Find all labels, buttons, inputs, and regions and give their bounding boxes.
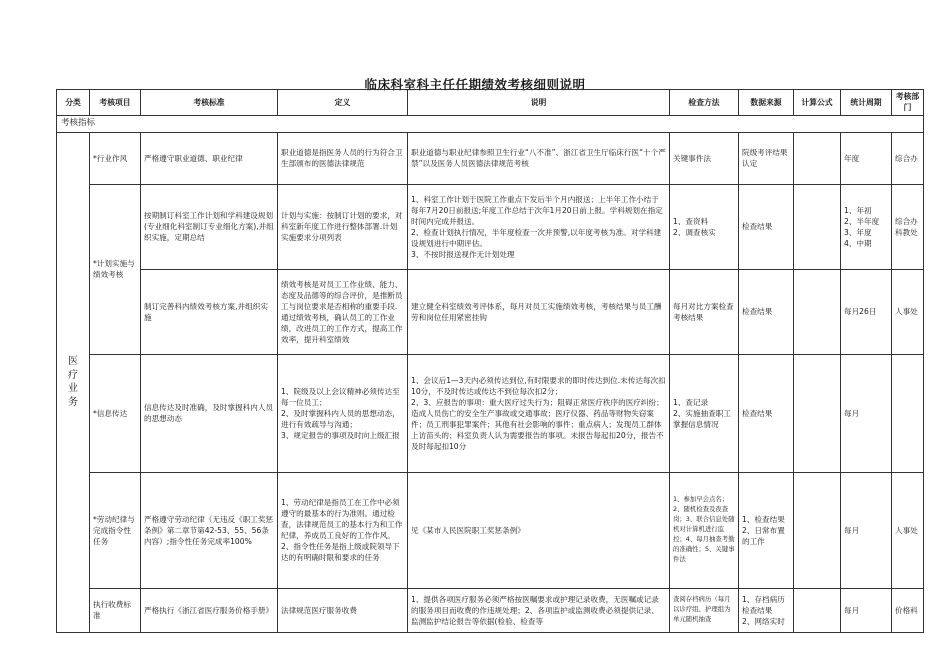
source-cell: 院级考评结果认定 — [739, 132, 794, 184]
section-row — [57, 115, 924, 132]
table-row — [57, 354, 924, 472]
definition-cell: 绩效考核是对员工工作业绩、能力、态度及品德等的综合评价，是推断员工与岗位要求是否相称的重要手段.通过绩效考核，确认员工的工作业绩，改进员工的工作方式，提高工作效率，提升科室绩效 — [278, 269, 408, 354]
dept-cell: 人事处 — [892, 472, 924, 588]
header-cell: 考核项目 — [90, 90, 141, 116]
source-cell: 1、存档病历检查结果 2、网络实时 — [739, 588, 794, 632]
dept-cell: 人事处 — [892, 269, 924, 354]
formula-cell — [794, 354, 841, 472]
header-cell: 说明 — [408, 90, 670, 116]
method-cell: 每月对比方案检查考核结果 — [670, 269, 739, 354]
source-cell: 检查结果 — [739, 184, 794, 269]
period-cell: 每月 — [841, 472, 892, 588]
period-cell: 每月 — [841, 588, 892, 632]
method-cell: 1、查资料 2、调查核实 — [670, 184, 739, 269]
explanation-cell: 职业道德与职业纪律参照卫生行业“八不准”、浙江省卫生厅临床行医“十个严禁”以及医务人员医德法律规范考核 — [408, 132, 670, 184]
table-row — [57, 472, 924, 588]
method-cell: 1、查记录 2、实施抽查职工掌握信息情况 — [670, 354, 739, 472]
standard-cell: 制订完善科内绩效考核方案,并组织实施 — [141, 269, 278, 354]
header-cell: 检查方法 — [670, 90, 739, 116]
header-cell: 定义 — [278, 90, 408, 116]
dept-cell — [892, 354, 924, 472]
explanation-cell: 建立健全科室绩效考评体系，每月对员工实施绩效考核，考核结果与员工酬劳和岗位任用紧密挂钩 — [408, 269, 670, 354]
source-cell: 检查结果 — [739, 269, 794, 354]
period-cell: 年度 — [841, 132, 892, 184]
method-cell: 1、参加早会点名；2、随机检查及夜查岗；3、联合信息处随机对计算机进行监控；4、每月抽查考勤的准确性；5、关键事件法 — [670, 472, 739, 588]
item-cell: *信息传达 — [90, 354, 141, 472]
section-label: 考核指标 — [57, 115, 924, 132]
header-cell: 考核部门 — [892, 90, 924, 116]
table-row — [57, 269, 924, 354]
table-row — [57, 132, 924, 184]
standard-cell: 严格遵守劳动纪律（无违反《职工奖惩条例》第二章节第42-53、55、56条内容）;指令性任务完成率100% — [141, 472, 278, 588]
header-cell: 分类 — [57, 90, 90, 116]
document-title: 临床科室科主任任期绩效考核细则说明 — [364, 77, 586, 92]
item-cell: 执行收费标准 — [90, 588, 141, 632]
header-cell: 数据来源 — [739, 90, 794, 116]
method-cell: 关键事件法 — [670, 132, 739, 184]
category-cell — [57, 132, 90, 632]
header-cell: 考核标准 — [141, 90, 278, 116]
standard-cell: 信息传达及时准确，及时掌握科内人员的思想动态 — [141, 354, 278, 472]
period-cell: 每月26日 — [841, 269, 892, 354]
standard-cell: 按期制订科室工作计划和学科建设规划(专业细化科室制订专业细化方案),并组织实施，定期总结 — [141, 184, 278, 269]
dept-cell: 综合办 科教处 — [892, 184, 924, 269]
table-row — [57, 588, 924, 632]
header-row — [57, 90, 924, 116]
definition-cell: 1、院级及以上会议精神必须传达至每一位员工； 2、及时掌握科内人员的思想动态，进行有效疏导与沟通； 3、规定报告的事项及时向上级汇报 — [278, 354, 408, 472]
definition-cell: 计划与实施：按制订计划的要求，对科室新年度工作进行整体部署.计划实施要求分项列表 — [278, 184, 408, 269]
category-label: 医疗业务 — [68, 356, 78, 408]
item-cell: *行业作风 — [90, 132, 141, 184]
dept-cell: 价格科 — [892, 588, 924, 632]
standard-cell: 严格执行《浙江省医疗服务价格手册》 — [141, 588, 278, 632]
standard-cell: 严格遵守职业道德、职业纪律 — [141, 132, 278, 184]
explanation-cell: 1、科室工作计划于医院工作重点下发后半个月内报送；上半年工作小结于每年7月20日前报送;年度工作总结于次年1月20日前上报。学科规划在指定时间内完成并报送。 2、检查计划执行情况，半年度检查一次并预警,以年度考核为准。对学科建设规划进行中期评估。 3、不按时报送视作无计划处理 — [408, 184, 670, 269]
formula-cell — [794, 184, 841, 269]
source-cell: 检查结果 — [739, 354, 794, 472]
method-cell: 查阅存档病历（每月以诊疗组、护理组为单元随机抽查 — [670, 588, 739, 632]
formula-cell — [794, 269, 841, 354]
formula-cell — [794, 472, 841, 588]
header-cell: 计算公式 — [794, 90, 841, 116]
table-row — [57, 184, 924, 269]
formula-cell — [794, 132, 841, 184]
explanation-cell: 见《某市人民医院职工奖惩条例》 — [408, 472, 670, 588]
period-cell: 每月 — [841, 354, 892, 472]
formula-cell — [794, 588, 841, 632]
definition-cell: 职业道德是指医务人员的行为符合卫生部颁布的医德法律规范 — [278, 132, 408, 184]
item-cell: *计划实施与绩效考核 — [90, 184, 141, 354]
dept-cell: 综合办 — [892, 132, 924, 184]
period-cell: 1、年初 2、半年度 3、年度 4、中期 — [841, 184, 892, 269]
definition-cell: 1、劳动纪律是指员工在工作中必须遵守的最基本的行为准则。通过检查，法律规范员工的基本行为和工作纪律，养成员工良好的工作作风。 2、指令性任务是指上级或院领导下达的有明确时限和要求的任务 — [278, 472, 408, 588]
explanation-cell: 1、会议后1—3天内必须传达到位,有时限要求的即时传达到位.未传达每次扣10分，不及时传达或传达不到位每次扣2分； 2、3、应报告的事项：重大医疗过失行为；阻碍正常医疗秩序的医疗纠纷；造成人员伤亡的安全生产事故或交通事故；医疗仪器、药品等财物失窃案件；员工刑事犯罪案件；其他有社会影响的事件；重点病人；发现员工群体上访苗头的；科室负责人认为需要报告的事项。未报告每起扣20分，报告不及时每起扣10分 — [408, 354, 670, 472]
definition-cell: 法律规范医疗服务收费 — [278, 588, 408, 632]
header-cell: 统计周期 — [841, 90, 892, 116]
explanation-cell: 1、提供各项医疗服务必须严格按医嘱要求或护理记录收费，无医嘱或记录的服务项目而收费的作违规处理；2、各项监护或监测收费必须提供记录、监测监护结论报告等依据(检验、检查等 — [408, 588, 670, 632]
item-cell: *劳动纪律与完成指令性任务 — [90, 472, 141, 588]
assessment-table — [56, 89, 924, 633]
source-cell: 1、检查结果 2、日常布置的工作 — [739, 472, 794, 588]
